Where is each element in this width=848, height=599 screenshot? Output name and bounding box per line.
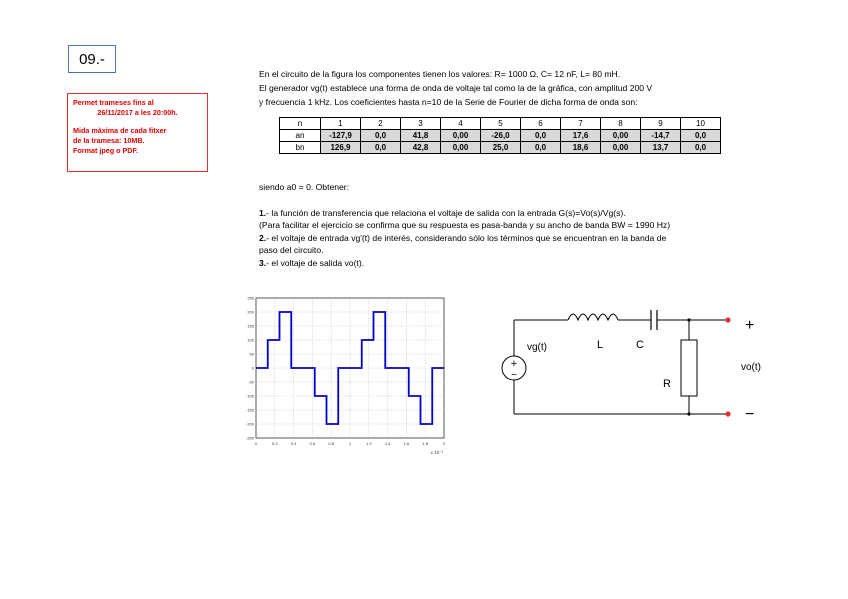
table-cell: 0,0 <box>521 130 561 142</box>
row-label: n <box>280 118 321 130</box>
table-cell: 25,0 <box>481 142 521 154</box>
x-tick-label: 1.4 <box>384 441 391 446</box>
table-cell: 10 <box>681 118 721 130</box>
x-tick-label: 0.4 <box>290 441 297 446</box>
table-cell: -14,7 <box>641 130 681 142</box>
table-cell: 0,0 <box>361 142 401 154</box>
table-cell: 7 <box>561 118 601 130</box>
row-label: an <box>280 130 321 142</box>
waveform-plot <box>240 296 450 458</box>
table-cell: 18,6 <box>561 142 601 154</box>
table-cell: 1 <box>321 118 361 130</box>
source-label: vg(t) <box>527 342 547 353</box>
table-cell: 13,7 <box>641 142 681 154</box>
table-cell: 4 <box>441 118 481 130</box>
x-tick-label: 0 <box>254 441 258 446</box>
x-tick-labels <box>255 441 446 446</box>
notice-line: Permet trameses fins al <box>73 98 154 107</box>
table-cell: 0,0 <box>521 142 561 154</box>
question-number: 3. <box>259 258 267 268</box>
y-tick-labels <box>246 296 255 441</box>
exercise-number-text: 09.- <box>79 50 105 68</box>
y-tick-label: -250 <box>245 435 254 441</box>
x-tick-label: 1 <box>348 441 352 446</box>
y-tick-label: 250 <box>247 296 254 301</box>
table-cell: 5 <box>481 118 521 130</box>
inductor-label: L <box>597 339 604 351</box>
y-tick-label: 50 <box>249 351 254 357</box>
source-minus-icon: − <box>511 370 517 381</box>
notice-line: Mida màxima de cada fitxer <box>73 126 167 135</box>
table-cell: 42,8 <box>401 142 441 154</box>
fourier-coefficient-table <box>279 117 721 154</box>
table-cell: 41,8 <box>401 130 441 142</box>
x-tick-label: 2 <box>442 441 446 446</box>
intro-line-3: y frecuencia 1 kHz. Los coeficientes hasta n=10 de la Serie de Fourier de dicha forma de onda son: <box>259 97 638 107</box>
output-minus-sign: − <box>745 406 755 423</box>
question-2 <box>259 233 666 245</box>
table-cell: 0,00 <box>441 142 481 154</box>
question-text: - la función de transferencia que relaciona el voltaje de salida con la entrada G(s)=Vo(s)/Vg(s). <box>266 208 626 218</box>
table-cell: 8 <box>601 118 641 130</box>
question-text: - el voltaje de entrada vg'(t) de interés, considerando sólo los términos que se encuentran en la banda de <box>266 233 667 243</box>
table-cell: 0,00 <box>601 142 641 154</box>
table-cell: 0,0 <box>681 130 721 142</box>
question-text: - el voltaje de salida vo(t). <box>266 258 365 268</box>
notice-line: Format jpeg o PDF. <box>73 146 139 155</box>
y-tick-label: 200 <box>247 309 254 315</box>
exercise-number <box>68 45 116 73</box>
row-label: bn <box>280 142 321 154</box>
x-tick-label: 1.8 <box>422 441 428 446</box>
table-cell: 2 <box>361 118 401 130</box>
y-tick-label: -200 <box>245 421 254 427</box>
y-tick-label: -50 <box>248 379 254 385</box>
circuit-diagram <box>500 300 780 425</box>
intro-line-1: En el circuito de la figura los componentes tienen los valores: R= 1000 Ω, C= 12 nF, L= 80 mH. <box>259 69 621 79</box>
a0-text: siendo a0 = 0. Obtener: <box>259 182 350 192</box>
table-cell: 0,00 <box>441 130 481 142</box>
table-row-an <box>280 130 721 142</box>
question-1 <box>259 208 626 220</box>
question-3 <box>259 258 364 270</box>
output-terminal-bottom <box>725 411 730 416</box>
submission-notice <box>67 93 208 172</box>
output-plus-sign: + <box>745 317 755 334</box>
y-tick-label: 150 <box>247 323 254 329</box>
table-cell: 0,0 <box>361 130 401 142</box>
table-cell: -26,0 <box>481 130 521 142</box>
source-plus-icon: + <box>510 358 518 370</box>
notice-line: 26/11/2017 a les 20:00h. <box>97 108 178 117</box>
table-cell: 6 <box>521 118 561 130</box>
y-tick-label: 0 <box>251 365 254 371</box>
table-cell: 126,9 <box>321 142 361 154</box>
resistor-symbol <box>681 340 697 396</box>
y-tick-label: -100 <box>245 393 254 399</box>
question-number: 1. <box>259 208 267 218</box>
table-cell: 3 <box>401 118 441 130</box>
question-2-cont: paso del circuito. <box>259 245 324 255</box>
resistor-label: R <box>663 378 671 390</box>
table-cell: -127,9 <box>321 130 361 142</box>
output-label: vo(t) <box>741 362 761 373</box>
inductor-symbol <box>568 314 618 320</box>
table-cell: 0,0 <box>681 142 721 154</box>
intro-line-2: El generador vg(t) establece una forma de onda de voltaje tal como la de la gráfica, con amplitud 200 V <box>259 83 653 93</box>
x-tick-label: 1.2 <box>366 441 372 446</box>
capacitor-label: C <box>636 339 644 351</box>
output-terminal-top <box>725 317 730 322</box>
x-axis-exponent: x 10⁻³ <box>430 450 443 455</box>
question-number: 2. <box>259 233 267 243</box>
table-cell: 0,00 <box>601 130 641 142</box>
x-tick-label: 1.6 <box>403 441 410 446</box>
y-tick-label: 100 <box>247 337 254 343</box>
x-tick-label: 0.8 <box>328 441 334 446</box>
table-cell: 17,6 <box>561 130 601 142</box>
x-tick-label: 0.6 <box>309 441 316 446</box>
table-row-bn <box>280 142 721 154</box>
question-1-note: (Para facilitar el ejercicio se confirma que su respuesta es pasa-banda y su ancho de banda BW = 1990 Hz) <box>259 220 671 230</box>
table-cell: 9 <box>641 118 681 130</box>
notice-line: de la tramesa: 10MB. <box>73 136 145 145</box>
y-tick-label: -150 <box>245 407 254 413</box>
x-tick-label: 0.2 <box>272 441 278 446</box>
table-row-n <box>280 118 721 130</box>
